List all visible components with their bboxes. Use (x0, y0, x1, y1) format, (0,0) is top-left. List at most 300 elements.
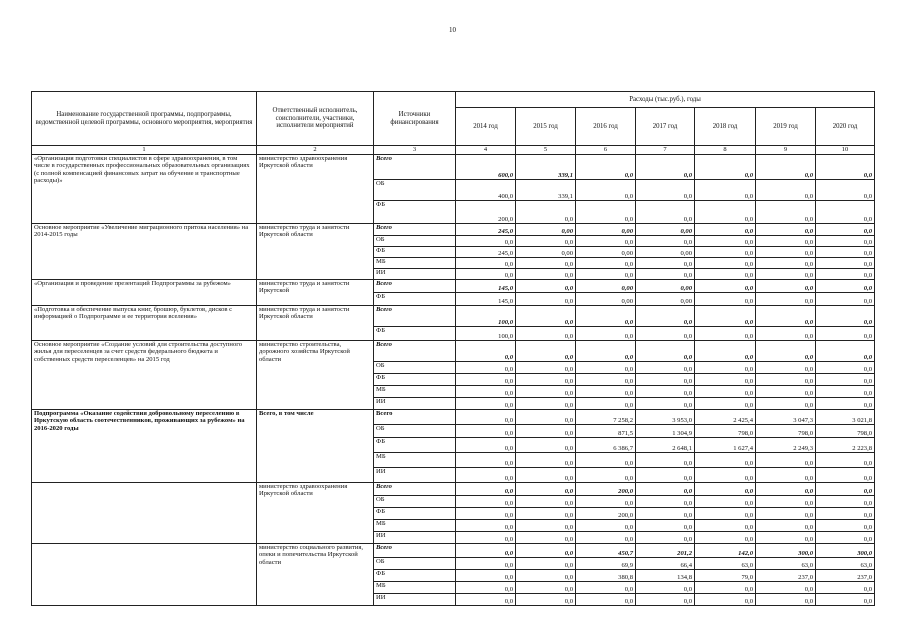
header-year: 2017 год (636, 108, 695, 146)
expense-cell: 0,0 (816, 306, 875, 327)
expense-cell: 0,0 (576, 180, 636, 201)
expense-cell: 0,0 (695, 258, 756, 269)
expense-cell: 798,0 (695, 425, 756, 438)
expense-cell: 0,0 (516, 374, 576, 386)
column-number: 6 (576, 146, 636, 155)
expense-cell: 0,0 (456, 410, 516, 425)
expense-cell: 0,0 (456, 483, 516, 496)
funding-source: ИИ (374, 532, 456, 544)
expense-cell: 134,8 (636, 570, 695, 582)
expense-cell: 0,0 (756, 468, 816, 483)
expense-cell: 0,0 (816, 362, 875, 374)
expense-cell: 0,0 (456, 520, 516, 532)
expense-cell: 0,0 (816, 386, 875, 398)
table-row (32, 280, 875, 293)
expense-cell: 0,0 (816, 582, 875, 594)
expense-cell: 0,0 (516, 544, 576, 558)
activity-name (32, 483, 257, 544)
header-year: 2014 год (456, 108, 516, 146)
expense-cell: 0,0 (576, 520, 636, 532)
expense-cell: 0,0 (695, 224, 756, 236)
expense-cell: 0,0 (516, 468, 576, 483)
executor-name: министерство труда и занятости Иркутской области (257, 306, 374, 341)
executor-name: министерство труда и занятости Иркутской области (257, 224, 374, 280)
expense-cell: 0,0 (456, 496, 516, 508)
expense-cell: 0,0 (756, 496, 816, 508)
activity-name: Основное мероприятие «Увеличение миграционного притока населения» на 2014-2015 годы (32, 224, 257, 280)
expense-cell: 0,0 (636, 201, 695, 224)
table-row (32, 410, 875, 425)
expense-cell: 2 249,3 (756, 438, 816, 453)
expense-cell: 0,0 (695, 362, 756, 374)
expense-cell: 7 258,2 (576, 410, 636, 425)
funding-source: Всего (374, 224, 456, 236)
expense-cell: 0,0 (516, 508, 576, 520)
header-executor: Ответственный исполнитель, соисполнители, участники, исполнители мероприятий (257, 92, 374, 146)
expense-cell: 0,0 (636, 362, 695, 374)
expense-cell: 0,0 (516, 558, 576, 570)
expense-cell: 0,0 (576, 327, 636, 341)
expense-cell: 0,0 (695, 520, 756, 532)
expense-cell: 0,0 (636, 269, 695, 280)
expense-cell: 0,0 (695, 374, 756, 386)
header-year: 2019 год (756, 108, 816, 146)
expense-cell: 0,00 (576, 247, 636, 258)
expense-cell: 3 021,8 (816, 410, 875, 425)
expense-cell: 0,0 (756, 306, 816, 327)
expense-cell: 0,0 (756, 386, 816, 398)
funding-source: ФБ (374, 508, 456, 520)
expense-cell: 0,0 (516, 293, 576, 306)
expense-cell: 0,0 (456, 425, 516, 438)
expense-cell: 0,0 (456, 258, 516, 269)
funding-source: ОБ (374, 558, 456, 570)
expense-cell: 0,0 (816, 269, 875, 280)
expense-cell: 0,0 (516, 269, 576, 280)
expense-cell: 0,0 (576, 582, 636, 594)
expense-cell: 245,0 (456, 224, 516, 236)
expense-cell: 0,0 (456, 236, 516, 247)
expense-cell: 798,0 (816, 425, 875, 438)
table-row (32, 306, 875, 327)
expense-cell: 0,0 (695, 594, 756, 606)
expense-cell: 0,0 (636, 236, 695, 247)
expense-cell: 0,0 (576, 306, 636, 327)
column-number: 4 (456, 146, 516, 155)
expense-cell: 0,0 (576, 258, 636, 269)
expense-cell: 0,0 (756, 594, 816, 606)
activity-name: «Организация подготовки специалистов в сфере здравоохранения, в том числе в государственных профессиональных образовательных организациях (с полной компенсацией финансовых затрат на обучение и транспортные расходы)» (32, 155, 257, 224)
activity-name: «Подготовка и обеспечение выпуска книг, брошюр, буклетов, дисков с информацией о Подпрограмме и ее территория вселения» (32, 306, 257, 341)
funding-source: МБ (374, 453, 456, 468)
expense-cell: 0,0 (516, 532, 576, 544)
expense-cell: 0,0 (816, 280, 875, 293)
expense-cell: 0,00 (636, 280, 695, 293)
expense-cell: 63,0 (816, 558, 875, 570)
expense-cell: 0,0 (636, 374, 695, 386)
table-row (32, 155, 875, 180)
expense-cell: 1 627,4 (695, 438, 756, 453)
expense-cell: 0,0 (756, 374, 816, 386)
expense-cell: 0,0 (756, 236, 816, 247)
header-name: Наименование государственной программы, подпрограммы, ведомственной целевой программы, основного мероприятия, мероприятия (32, 92, 257, 146)
expense-cell: 63,0 (695, 558, 756, 570)
expense-cell: 0,0 (695, 293, 756, 306)
executor-name: министерство труда и занятости Иркутской (257, 280, 374, 306)
expense-cell: 0,0 (456, 532, 516, 544)
expense-cell: 0,0 (516, 362, 576, 374)
expense-cell: 200,0 (576, 483, 636, 496)
expense-cell: 0,0 (756, 362, 816, 374)
expense-cell: 0,00 (576, 224, 636, 236)
expense-cell: 100,0 (456, 306, 516, 327)
expense-cell: 0,0 (695, 508, 756, 520)
funding-source: ИИ (374, 269, 456, 280)
expense-cell: 0,0 (456, 341, 516, 362)
expense-cell: 0,0 (695, 468, 756, 483)
expense-cell: 0,0 (456, 362, 516, 374)
expense-cell: 0,0 (516, 520, 576, 532)
expense-cell: 0,0 (636, 468, 695, 483)
expense-cell: 0,00 (516, 247, 576, 258)
expense-cell: 2 648,1 (636, 438, 695, 453)
expense-cell: 400,0 (456, 180, 516, 201)
expense-cell: 0,0 (695, 280, 756, 293)
expense-cell: 0,0 (816, 594, 875, 606)
expense-cell: 0,0 (576, 236, 636, 247)
expense-cell: 0,0 (576, 341, 636, 362)
table-row (32, 483, 875, 496)
budget-table (31, 91, 875, 606)
executor-name: министерство здравоохранения Иркутской области (257, 155, 374, 224)
expense-cell: 0,0 (516, 341, 576, 362)
activity-name: Подпрограмма «Оказание содействия добровольному переселению в Иркутскую область соотечественников, проживающих за рубежом» на 2016-2020 годы (32, 410, 257, 483)
expense-cell: 0,0 (636, 508, 695, 520)
header-expenses: Расходы (тыс.руб.), годы (456, 92, 875, 108)
expense-cell: 0,0 (816, 180, 875, 201)
column-number: 2 (257, 146, 374, 155)
page-number: 10 (449, 26, 456, 34)
column-number: 10 (816, 146, 875, 155)
expense-cell: 0,0 (695, 532, 756, 544)
expense-cell: 380,8 (576, 570, 636, 582)
expense-cell: 0,0 (516, 201, 576, 224)
expense-cell: 0,0 (576, 453, 636, 468)
column-number: 8 (695, 146, 756, 155)
funding-source: ИИ (374, 468, 456, 483)
expense-cell: 145,0 (456, 280, 516, 293)
expense-cell: 0,0 (516, 258, 576, 269)
expense-cell: 0,0 (816, 496, 875, 508)
expense-cell: 0,0 (456, 544, 516, 558)
expense-cell: 145,0 (456, 293, 516, 306)
expense-cell: 0,0 (456, 582, 516, 594)
expense-cell: 0,0 (695, 247, 756, 258)
expense-cell: 0,0 (816, 374, 875, 386)
expense-cell: 0,0 (695, 341, 756, 362)
expense-cell: 69,9 (576, 558, 636, 570)
expense-cell: 0,0 (756, 293, 816, 306)
expense-cell: 3 047,3 (756, 410, 816, 425)
expense-cell: 0,0 (816, 341, 875, 362)
expense-cell: 0,0 (695, 483, 756, 496)
funding-source: МБ (374, 520, 456, 532)
expense-cell: 0,0 (456, 468, 516, 483)
expense-cell: 0,0 (816, 258, 875, 269)
expense-cell: 0,0 (576, 374, 636, 386)
expense-cell: 63,0 (756, 558, 816, 570)
column-number: 3 (374, 146, 456, 155)
expense-cell: 0,0 (456, 438, 516, 453)
expense-cell: 0,0 (695, 201, 756, 224)
expense-cell: 0,0 (456, 558, 516, 570)
expense-cell: 0,0 (756, 508, 816, 520)
header-year: 2020 год (816, 108, 875, 146)
expense-cell: 0,0 (516, 594, 576, 606)
expense-cell: 0,0 (576, 155, 636, 180)
funding-source: ОБ (374, 496, 456, 508)
expense-cell: 0,0 (456, 508, 516, 520)
executor-name: министерство здравоохранения Иркутской области (257, 483, 374, 544)
expense-cell: 0,0 (816, 236, 875, 247)
expense-cell: 0,0 (516, 483, 576, 496)
expense-cell: 0,0 (756, 280, 816, 293)
expense-cell: 0,0 (576, 468, 636, 483)
expense-cell: 0,0 (816, 398, 875, 410)
expense-cell: 0,0 (516, 453, 576, 468)
expense-cell: 0,0 (816, 453, 875, 468)
expense-cell: 798,0 (756, 425, 816, 438)
expense-cell: 0,0 (695, 269, 756, 280)
expense-cell: 0,0 (636, 327, 695, 341)
expense-cell: 0,0 (695, 386, 756, 398)
expense-cell: 0,0 (636, 180, 695, 201)
expense-cell: 0,0 (816, 520, 875, 532)
expense-cell: 66,4 (636, 558, 695, 570)
expense-cell: 0,0 (516, 425, 576, 438)
expense-cell: 0,0 (516, 438, 576, 453)
expense-cell: 0,0 (756, 327, 816, 341)
expense-cell: 0,0 (756, 258, 816, 269)
funding-source: Всего (374, 280, 456, 293)
expense-cell: 339,1 (516, 180, 576, 201)
expense-cell: 0,0 (695, 155, 756, 180)
expense-cell: 0,0 (816, 293, 875, 306)
expense-cell: 2 223,8 (816, 438, 875, 453)
expense-cell: 0,0 (695, 180, 756, 201)
expense-cell: 0,0 (695, 496, 756, 508)
expense-cell: 0,0 (636, 386, 695, 398)
funding-source: ФБ (374, 438, 456, 453)
executor-name: министерство строительства, дорожного хозяйства Иркутской области (257, 341, 374, 410)
expense-cell: 79,0 (695, 570, 756, 582)
expense-cell: 0,0 (816, 327, 875, 341)
table-row (32, 544, 875, 558)
expense-cell: 0,0 (816, 483, 875, 496)
expense-cell: 142,0 (695, 544, 756, 558)
expense-cell: 0,0 (516, 327, 576, 341)
expense-cell: 0,0 (576, 594, 636, 606)
expense-cell: 0,0 (636, 306, 695, 327)
expense-cell: 0,0 (636, 258, 695, 269)
expense-cell: 0,0 (636, 453, 695, 468)
expense-cell: 0,0 (695, 453, 756, 468)
expense-cell: 0,0 (576, 269, 636, 280)
column-number: 9 (756, 146, 816, 155)
funding-source: ИИ (374, 398, 456, 410)
expense-cell: 0,0 (516, 386, 576, 398)
expense-cell: 0,0 (456, 453, 516, 468)
funding-source: ФБ (374, 327, 456, 341)
executor-name: министерство социального развития, опеки и попечительства Иркутской области (257, 544, 374, 606)
expense-cell: 0,0 (756, 269, 816, 280)
activity-name (32, 544, 257, 606)
expense-cell: 0,0 (636, 155, 695, 180)
expense-cell: 0,0 (816, 468, 875, 483)
expense-cell: 0,0 (756, 520, 816, 532)
expense-cell: 0,0 (695, 306, 756, 327)
funding-source: МБ (374, 258, 456, 269)
funding-source: Всего (374, 544, 456, 558)
funding-source: МБ (374, 582, 456, 594)
expense-cell: 300,0 (816, 544, 875, 558)
funding-source: ФБ (374, 374, 456, 386)
expense-cell: 0,0 (816, 508, 875, 520)
expense-cell: 0,0 (756, 453, 816, 468)
expense-cell: 0,00 (576, 293, 636, 306)
expense-cell: 0,0 (576, 496, 636, 508)
funding-source: ИИ (374, 594, 456, 606)
funding-source: Всего (374, 410, 456, 425)
expense-cell: 0,0 (816, 532, 875, 544)
expense-cell: 0,0 (576, 532, 636, 544)
expense-cell: 245,0 (456, 247, 516, 258)
expense-cell: 0,0 (756, 180, 816, 201)
expense-cell: 0,0 (695, 236, 756, 247)
expense-cell: 0,0 (456, 594, 516, 606)
expense-cell: 0,0 (756, 532, 816, 544)
expense-cell: 0,0 (756, 201, 816, 224)
expense-cell: 0,00 (516, 224, 576, 236)
funding-source: ОБ (374, 425, 456, 438)
expense-cell: 0,0 (516, 280, 576, 293)
expense-cell: 600,0 (456, 155, 516, 180)
expense-cell: 0,0 (516, 496, 576, 508)
funding-source: ОБ (374, 180, 456, 201)
funding-source: ОБ (374, 236, 456, 247)
expense-cell: 0,0 (756, 247, 816, 258)
expense-cell: 0,00 (636, 224, 695, 236)
expense-cell: 339,1 (516, 155, 576, 180)
column-number: 7 (636, 146, 695, 155)
expense-cell: 0,0 (636, 341, 695, 362)
activity-name: «Организация и проведение презентаций Подпрограммы за рубежом» (32, 280, 257, 306)
funding-source: МБ (374, 386, 456, 398)
expense-cell: 0,00 (636, 247, 695, 258)
column-number: 5 (516, 146, 576, 155)
header-source: Источники финансирования (374, 92, 456, 146)
expense-cell: 871,5 (576, 425, 636, 438)
header-year: 2018 год (695, 108, 756, 146)
funding-source: Всего (374, 155, 456, 180)
funding-source: Всего (374, 306, 456, 327)
expense-cell: 0,0 (816, 224, 875, 236)
expense-cell: 0,0 (516, 582, 576, 594)
expense-cell: 0,0 (636, 582, 695, 594)
expense-cell: 0,0 (756, 155, 816, 180)
expense-cell: 0,0 (576, 201, 636, 224)
expense-cell: 0,0 (695, 398, 756, 410)
funding-source: Всего (374, 341, 456, 362)
expense-cell: 300,0 (756, 544, 816, 558)
expense-cell: 0,0 (636, 520, 695, 532)
expense-cell: 0,0 (695, 327, 756, 341)
funding-source: ФБ (374, 570, 456, 582)
expense-cell: 0,0 (756, 582, 816, 594)
expense-cell: 0,0 (456, 374, 516, 386)
expense-cell: 0,0 (756, 341, 816, 362)
expense-cell: 0,0 (816, 155, 875, 180)
expense-cell: 0,0 (636, 483, 695, 496)
header-year: 2016 год (576, 108, 636, 146)
expense-cell: 6 386,7 (576, 438, 636, 453)
table-row (32, 224, 875, 236)
expense-cell: 200,0 (576, 508, 636, 520)
header-year: 2015 год (516, 108, 576, 146)
expense-cell: 0,0 (516, 306, 576, 327)
expense-cell: 0,0 (456, 398, 516, 410)
expense-cell: 0,0 (456, 570, 516, 582)
expense-cell: 0,0 (456, 386, 516, 398)
activity-name: Основное мероприятие «Создание условий для строительства доступного жилья для переселенцев за счет средств федерального бюджета и собственных средств переселенцев» на 2015 год (32, 341, 257, 410)
expense-cell: 0,0 (636, 496, 695, 508)
expense-cell: 0,0 (756, 483, 816, 496)
table-row (32, 341, 875, 362)
expense-cell: 0,00 (636, 293, 695, 306)
expense-cell: 2 425,4 (695, 410, 756, 425)
expense-cell: 0,0 (456, 269, 516, 280)
expense-cell: 0,0 (695, 582, 756, 594)
expense-cell: 0,00 (576, 280, 636, 293)
column-number: 1 (32, 146, 257, 155)
funding-source: ФБ (374, 201, 456, 224)
expense-cell: 0,0 (636, 594, 695, 606)
executor-name: Всего, в том числе (257, 410, 374, 483)
expense-cell: 0,0 (516, 398, 576, 410)
expense-cell: 0,0 (756, 224, 816, 236)
expense-cell: 200,0 (456, 201, 516, 224)
funding-source: Всего (374, 483, 456, 496)
expense-cell: 0,0 (576, 386, 636, 398)
expense-cell: 0,0 (576, 362, 636, 374)
expense-cell: 0,0 (816, 201, 875, 224)
expense-cell: 0,0 (576, 398, 636, 410)
expense-cell: 0,0 (516, 570, 576, 582)
expense-cell: 0,0 (756, 398, 816, 410)
expense-cell: 237,0 (816, 570, 875, 582)
expense-cell: 0,0 (516, 410, 576, 425)
expense-cell: 0,0 (636, 532, 695, 544)
expense-cell: 0,0 (636, 398, 695, 410)
expense-cell: 237,0 (756, 570, 816, 582)
expense-cell: 0,0 (516, 236, 576, 247)
funding-source: ФБ (374, 247, 456, 258)
expense-cell: 3 953,0 (636, 410, 695, 425)
expense-cell: 450,7 (576, 544, 636, 558)
expense-cell: 201,2 (636, 544, 695, 558)
funding-source: ФБ (374, 293, 456, 306)
expense-cell: 1 304,9 (636, 425, 695, 438)
